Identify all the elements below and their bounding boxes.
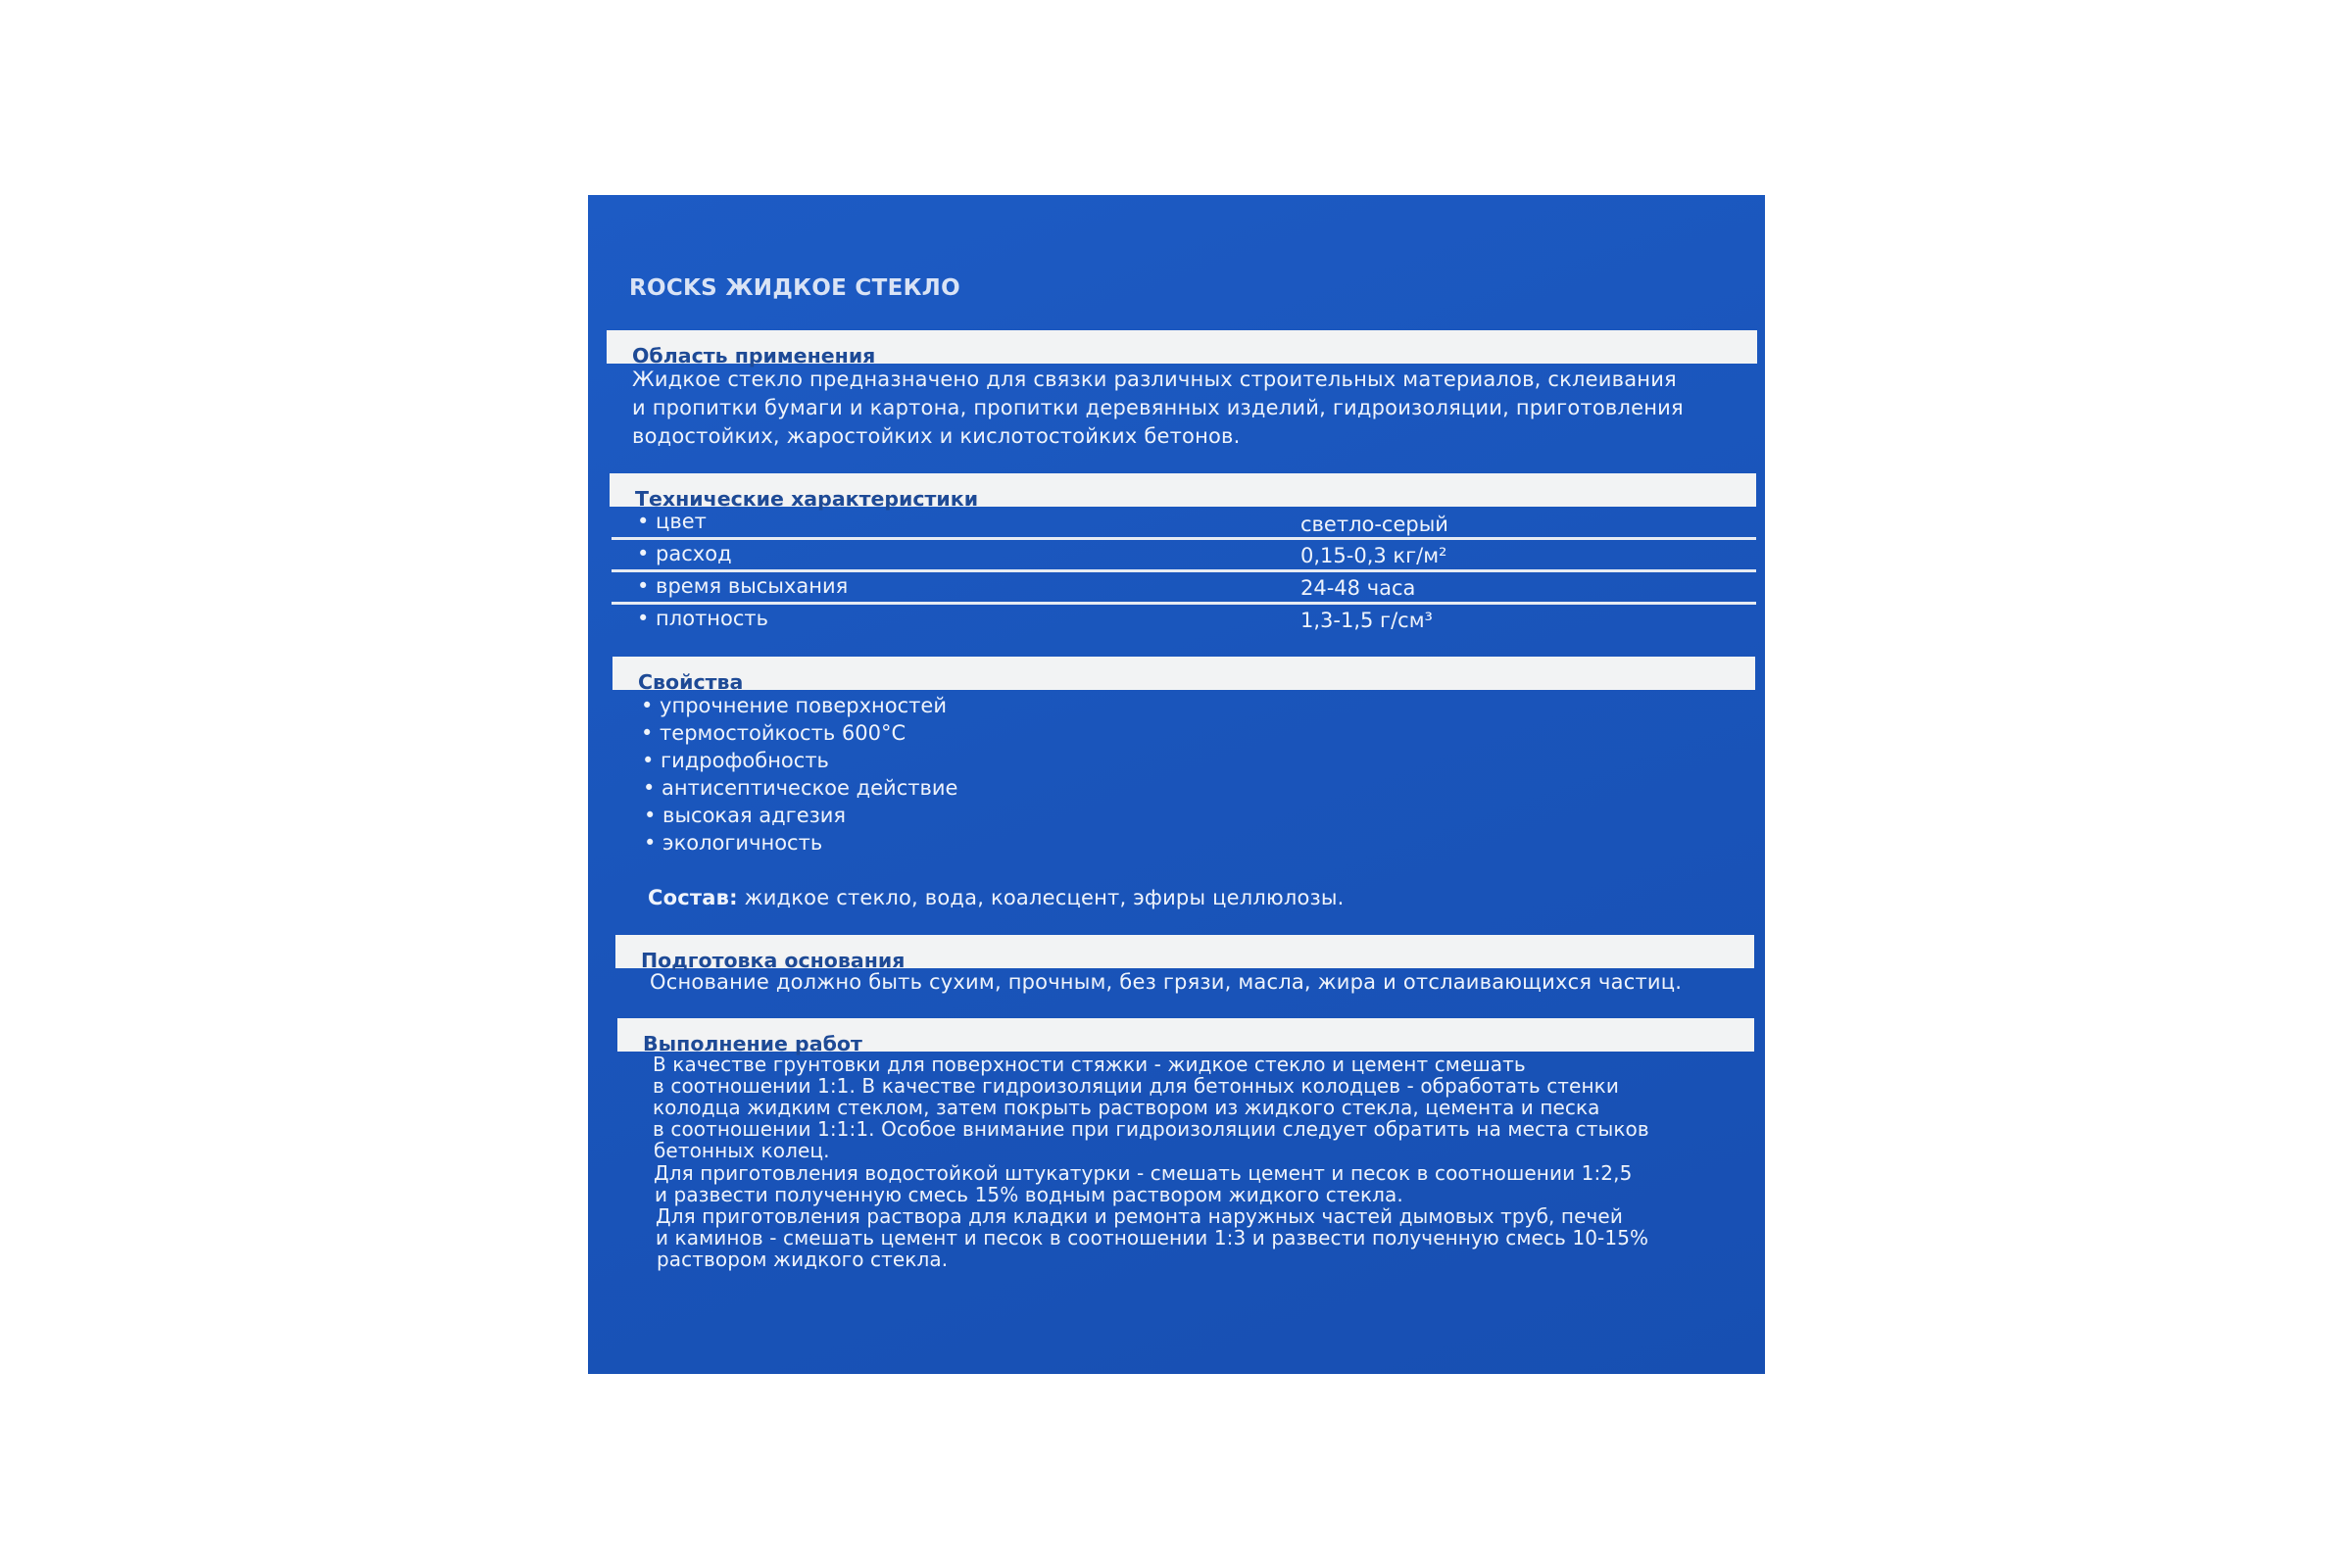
application-line-1: Жидкое стекло предназначено для связки различных строительных материалов, склеивания <box>632 368 1677 391</box>
section-band-properties <box>612 657 1755 694</box>
spec-row-label: • цвет <box>637 510 707 533</box>
section-band-specs <box>610 473 1756 511</box>
application-line-2: и пропитки бумаги и картона, пропитки деревянных изделий, гидроизоляции, приготовления <box>632 396 1684 419</box>
section-heading-application: Область применения <box>632 344 876 368</box>
application-line-3: водостойких, жаростойких и кислотостойких бетонов. <box>632 424 1241 448</box>
spec-row-value: светло-серый <box>1300 513 1448 536</box>
work-line: в соотношении 1:1. В качестве гидроизоляции для бетонных колодцев - обработать стенки <box>653 1074 1619 1098</box>
section-band-work <box>617 1018 1754 1055</box>
work-line: в соотношении 1:1:1. Особое внимание при гидроизоляции следует обратить на места стыков <box>653 1117 1649 1141</box>
work-line: В качестве грунтовки для поверхности стяжки - жидкое стекло и цемент смешать <box>653 1053 1526 1076</box>
preparation-text: Основание должно быть сухим, прочным, без грязи, масла, жира и отслаивающихся частиц. <box>650 970 1683 994</box>
section-heading-work: Выполнение работ <box>643 1032 862 1055</box>
spec-row-label: • время высыхания <box>637 574 849 598</box>
work-line: и каминов - смешать цемент и песок в соотношении 1:3 и развести полученную смесь 10-15% <box>656 1226 1649 1250</box>
property-item: • термостойкость 600°C <box>641 721 906 745</box>
section-heading-specs: Технические характеристики <box>635 487 979 511</box>
spec-row-label: • расход <box>637 542 732 565</box>
work-line: Для приготовления раствора для кладки и ремонта наружных частей дымовых труб, печей <box>656 1204 1623 1228</box>
spec-row-value: 0,15-0,3 кг/м² <box>1300 544 1447 567</box>
property-item: • гидрофобность <box>642 749 829 772</box>
section-heading-preparation: Подготовка основания <box>641 949 906 972</box>
section-band-application <box>607 330 1757 368</box>
work-line: и развести полученную смесь 15% водным раствором жидкого стекла. <box>655 1183 1403 1206</box>
section-heading-properties: Свойства <box>638 670 744 694</box>
spec-row-value: 1,3-1,5 г/см³ <box>1300 609 1433 632</box>
property-item: • высокая адгезия <box>644 804 847 827</box>
property-item: • экологичность <box>644 831 823 855</box>
spec-row-label: • плотность <box>637 607 769 630</box>
spec-row-divider <box>612 569 1756 572</box>
property-item: • упрочнение поверхностей <box>641 694 947 717</box>
property-item: • антисептическое действие <box>643 776 958 800</box>
spec-row-value: 24-48 часа <box>1300 576 1416 600</box>
composition-line <box>648 884 1345 912</box>
work-line: бетонных колец. <box>654 1139 830 1162</box>
composition-text: жидкое стекло, вода, коалесцент, эфиры целлюлозы. <box>737 886 1345 909</box>
work-line: Для приготовления водостойкой штукатурки - смешать цемент и песок в соотношении 1:2,5 <box>654 1161 1633 1185</box>
work-line: колодца жидким стеклом, затем покрыть раствором из жидкого стекла, цемента и песка <box>653 1096 1600 1119</box>
composition-label: Состав: <box>648 886 738 909</box>
work-line: раствором жидкого стекла. <box>657 1248 949 1271</box>
product-label-panel <box>588 195 1765 1374</box>
spec-row-divider <box>612 602 1756 605</box>
spec-row-divider <box>612 537 1756 540</box>
product-title: ROCKS ЖИДКОЕ СТЕКЛО <box>629 275 960 301</box>
section-band-preparation <box>615 935 1754 972</box>
